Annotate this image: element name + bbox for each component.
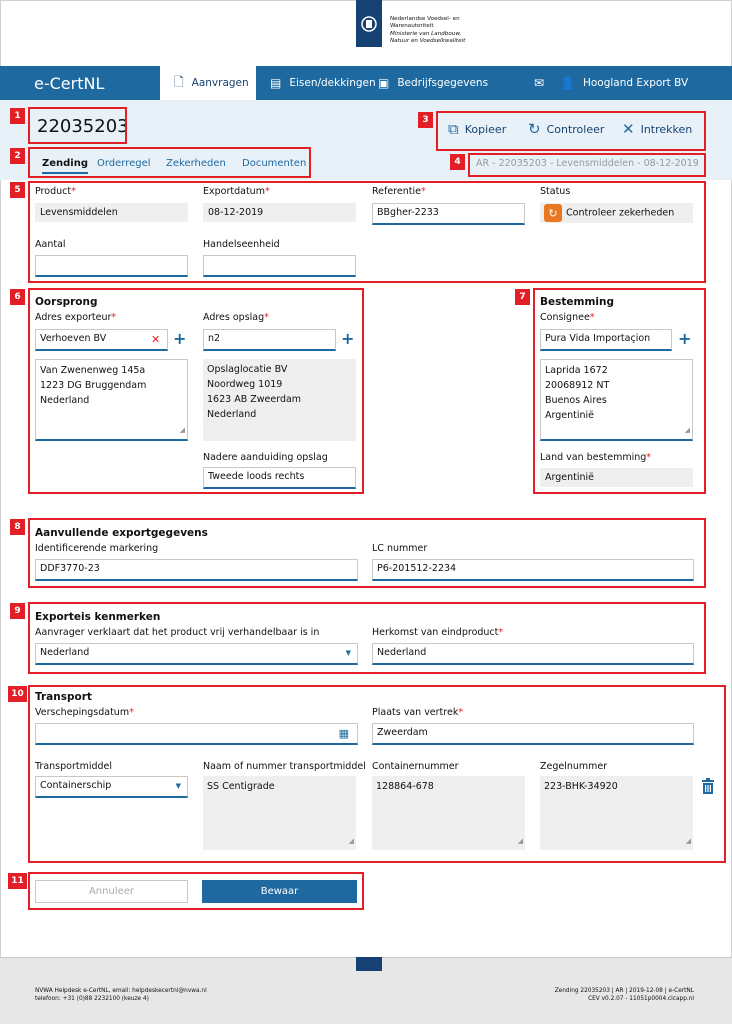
extra-title: Aanvullende exportgegevens bbox=[35, 527, 208, 539]
product-value: Levensmiddelen bbox=[35, 203, 188, 222]
org-name: Nederlandse Voedsel- en Warenautoriteit Ministerie van Landbouw, Natuur en Voedselkwaliteit bbox=[390, 16, 466, 45]
resize-icon[interactable]: ◢ bbox=[517, 837, 523, 845]
clear-icon[interactable]: ✕ bbox=[151, 333, 161, 346]
tab-zekerheden[interactable]: Zekerheden bbox=[166, 158, 226, 169]
crest-icon bbox=[359, 14, 379, 34]
resize-icon[interactable]: ◢ bbox=[348, 837, 354, 845]
handelseenheid-label: Handelseenheid bbox=[203, 239, 280, 250]
status-label: Status bbox=[540, 186, 571, 197]
marker-4: 4 bbox=[450, 154, 465, 170]
resize-icon[interactable]: ◢ bbox=[179, 426, 185, 434]
app-brand[interactable]: e-CertNL bbox=[34, 74, 105, 93]
means-select[interactable]: Containerschip ▼ bbox=[35, 776, 188, 798]
container-label: Containernummer bbox=[372, 761, 459, 772]
annotation-box-4 bbox=[468, 153, 706, 177]
country-label: Land van bestemming* bbox=[540, 452, 652, 463]
clipboard-icon: ▤ bbox=[270, 76, 282, 90]
annotation-box-1 bbox=[28, 107, 127, 144]
annotation-box-11 bbox=[28, 872, 364, 910]
marker-3: 3 bbox=[418, 112, 433, 128]
exporter-label: Adres exporteur* bbox=[35, 312, 117, 323]
means-label: Transportmiddel bbox=[35, 761, 113, 772]
annotation-box-7 bbox=[533, 288, 706, 494]
withdraw-button[interactable]: ✕ Intrekken bbox=[622, 120, 693, 138]
marker-5: 5 bbox=[10, 182, 25, 198]
destination-title: Bestemming bbox=[540, 296, 614, 308]
country-value: Argentinië bbox=[540, 468, 693, 487]
container-field[interactable]: 128864-678 ◢ bbox=[372, 776, 525, 850]
departure-label: Plaats van vertrek* bbox=[372, 707, 464, 718]
marker-9: 9 bbox=[10, 603, 25, 619]
footer-tab bbox=[356, 957, 382, 971]
add-storage-button[interactable]: + bbox=[341, 329, 355, 348]
resize-icon[interactable]: ◢ bbox=[685, 837, 691, 845]
storage-label: Adres opslag* bbox=[203, 312, 269, 323]
messages-button[interactable] bbox=[534, 66, 552, 100]
chevron-down-icon: ▼ bbox=[345, 649, 351, 657]
vehicle-name-label: Naam of nummer transportmiddel bbox=[203, 761, 366, 772]
footer-version: Zending 22035203 | AR | 2019-12-08 | e-CertNL CEV v0.2.07 - 11051p0004.cicapp.nl bbox=[554, 988, 694, 1002]
storage-detail-label: Nadere aanduiding opslag bbox=[203, 452, 328, 463]
copy-icon: ⧉ bbox=[448, 120, 459, 138]
departure-input[interactable]: Zweerdam bbox=[372, 723, 694, 745]
reference-input[interactable]: BBgher-2233 bbox=[372, 203, 525, 225]
inbox-icon: ✉ bbox=[534, 76, 545, 90]
footer-contact: NVWA Helpdesk e-CertNL, email: helpdeskecertnl@nvwa.nl telefoon: +31 (0)88 2232100 (keuze 4) bbox=[35, 988, 207, 1002]
features-title: Exporteis kenmerken bbox=[35, 611, 161, 623]
storage-input[interactable]: n2 bbox=[203, 329, 336, 351]
annotation-box-3 bbox=[436, 111, 706, 151]
transport-title: Transport bbox=[35, 691, 92, 703]
user-icon: 👤 bbox=[560, 76, 575, 90]
account-menu[interactable]: 👤 Hoogland Export BV bbox=[560, 76, 689, 90]
exporter-input[interactable]: Verhoeven BV bbox=[35, 329, 168, 351]
resize-icon[interactable]: ◢ bbox=[684, 426, 690, 434]
annotation-box-8 bbox=[28, 518, 706, 588]
vehicle-name-field[interactable]: SS Centigrade ◢ bbox=[203, 776, 356, 850]
copy-button[interactable]: ⧉ Kopieer bbox=[448, 120, 507, 138]
nav-eisen-dekkingen[interactable]: ▤ Eisen/dekkingen bbox=[270, 76, 376, 90]
top-navigation bbox=[0, 66, 732, 100]
annotation-box-6 bbox=[28, 288, 364, 494]
marking-label: Identificerende markering bbox=[35, 543, 159, 554]
cancel-button[interactable]: Annuleer bbox=[35, 880, 188, 903]
storage-address: Opslaglocatie BV Noordweg 1019 1623 AB Zweerdam Nederland bbox=[203, 359, 356, 441]
marker-11: 11 bbox=[8, 873, 27, 889]
marker-8: 8 bbox=[10, 519, 25, 535]
marking-input[interactable]: DDF3770-23 bbox=[35, 559, 358, 581]
add-consignee-button[interactable]: + bbox=[678, 329, 692, 348]
chevron-down-icon: ▼ bbox=[175, 782, 181, 790]
status-badge[interactable]: ↻ Controleer zekerheden bbox=[540, 203, 693, 223]
save-button[interactable]: Bewaar bbox=[202, 880, 357, 903]
document-id: 22035203 bbox=[37, 116, 129, 137]
annotation-box-9 bbox=[28, 602, 706, 674]
seal-label: Zegelnummer bbox=[540, 761, 608, 772]
free-trade-select[interactable]: Nederland ▼ bbox=[35, 643, 358, 665]
origin-title: Oorsprong bbox=[35, 296, 98, 308]
annotation-box-5 bbox=[28, 181, 706, 283]
reference-label: Referentie* bbox=[372, 186, 426, 197]
calendar-icon[interactable]: ▦ bbox=[338, 727, 349, 740]
tab-orderregel[interactable]: Orderregel bbox=[97, 158, 151, 169]
document-reference: AR - 22035203 - Levensmiddelen - 08-12-2019 bbox=[476, 158, 699, 169]
check-button[interactable]: ↻ Controleer bbox=[528, 120, 605, 138]
aantal-label: Aantal bbox=[35, 239, 66, 250]
marker-1: 1 bbox=[10, 108, 25, 124]
seal-field[interactable]: 223-BHK-34920 ◢ bbox=[540, 776, 693, 850]
refresh-icon: ↻ bbox=[544, 204, 562, 222]
consignee-address[interactable]: Laprida 1672 20068912 NT Buenos Aires Argentinië ◢ bbox=[540, 359, 693, 441]
close-icon: ✕ bbox=[622, 120, 635, 138]
consignee-input[interactable]: Pura Vida Importaçion bbox=[540, 329, 672, 351]
tab-zending[interactable]: Zending bbox=[42, 158, 88, 174]
annotation-box-10 bbox=[28, 685, 726, 863]
ship-date-label: Verschepingsdatum* bbox=[35, 707, 134, 718]
consignee-label: Consignee* bbox=[540, 312, 595, 323]
origin-product-label: Herkomst van eindproduct* bbox=[372, 627, 504, 638]
lc-input[interactable]: P6-201512-2234 bbox=[372, 559, 694, 581]
id-card-icon: ▣ bbox=[378, 76, 390, 90]
refresh-icon: ↻ bbox=[528, 120, 541, 138]
origin-product-input[interactable]: Nederland bbox=[372, 643, 694, 665]
free-trade-label: Aanvrager verklaart dat het product vrij verhandelbaar is in bbox=[35, 627, 320, 638]
add-exporter-button[interactable]: + bbox=[173, 329, 187, 348]
document-icon: 🗋 bbox=[174, 74, 184, 89]
tab-documenten[interactable]: Documenten bbox=[242, 158, 307, 169]
marker-2: 2 bbox=[10, 148, 25, 164]
marker-6: 6 bbox=[10, 289, 25, 305]
marker-10: 10 bbox=[8, 686, 27, 702]
lc-label: LC nummer bbox=[372, 543, 428, 554]
export-date-value: 08-12-2019 bbox=[203, 203, 356, 222]
exporter-address[interactable]: Van Zwenenweg 145a 1223 DG Bruggendam Nederland ◢ bbox=[35, 359, 188, 441]
nav-aanvragen[interactable]: 🗋 Aanvragen bbox=[160, 66, 256, 100]
export-date-label: Exportdatum* bbox=[203, 186, 270, 197]
government-logo bbox=[356, 0, 382, 47]
annotation-box-2 bbox=[28, 147, 311, 178]
product-label: Product* bbox=[35, 186, 76, 197]
nav-bedrijfsgegevens[interactable]: ▣ Bedrijfsgegevens bbox=[378, 76, 489, 90]
storage-detail-input[interactable]: Tweede loods rechts bbox=[203, 467, 356, 489]
marker-7: 7 bbox=[515, 289, 530, 305]
